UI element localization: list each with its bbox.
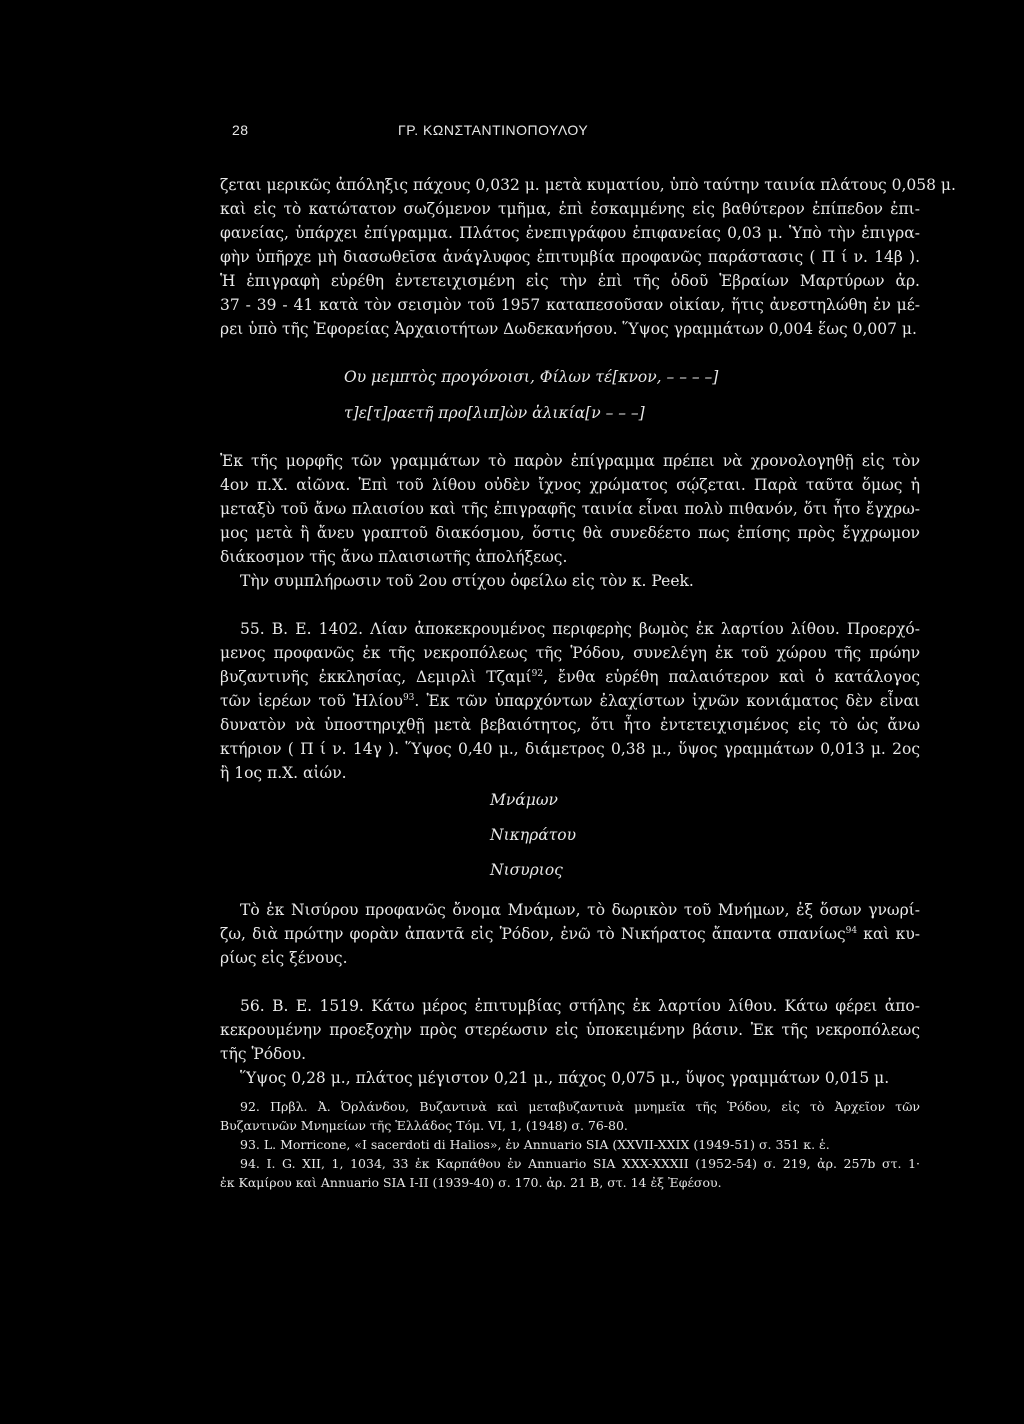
text-fragment: βυζαντινῆς ἐκκλησίας, Δεμιρλὶ Τζαμί <box>220 668 532 686</box>
footnote-line: Βυζαντινῶν Μνημείων τῆς Ἑλλάδος Τόμ. VI, 1, (1948) σ. 76-80. <box>220 1118 628 1133</box>
footnote-ref[interactable]: 93 <box>402 692 415 703</box>
paragraph-3 <box>220 569 920 593</box>
entry-56 <box>220 994 920 1090</box>
text-line: διάκοσμον τῆς ἄνω πλαισιωτῆς ἀπολήξεως. <box>220 548 568 566</box>
text-line <box>220 922 920 946</box>
footnotes <box>220 1097 920 1192</box>
text-line: κεκρουμένην προεξοχὴν πρὸς στερέωσιν εἰς ὑποκειμένην βάσιν. Ἐκ τῆς νεκροπόλεως <box>220 1021 920 1039</box>
text-line <box>220 689 920 713</box>
footnote-ref[interactable]: 92 <box>531 668 544 679</box>
text-line: ἢ 1ος π.Χ. αἰών. <box>220 764 347 782</box>
page-header <box>0 122 1024 142</box>
text-line: μενος προφανῶς ἐκ τῆς νεκροπόλεως τῆς Ῥόδου, συνελέγη ἐκ τοῦ χώρου τῆς πρώην <box>220 644 920 662</box>
text-line: Τὴν συμπλήρωσιν τοῦ 2ου στίχου ὀφείλω εἰς τὸν κ. Peek. <box>240 572 694 590</box>
paragraph-4 <box>220 898 920 970</box>
text-line: ρει ὑπὸ τῆς Ἐφορείας Ἀρχαιοτήτων Δωδεκανήσου. Ὕψος γραμμάτων 0,004 ἕως 0,007 μ. <box>220 320 917 338</box>
footnote-line: 94. I. G. XII, 1, 1034, 33 ἐκ Καρπάθου ἐν Annuario SIA XXX-XXXII (1952-54) σ. 219, ἀρ. 257b στ. 1· <box>240 1156 920 1171</box>
text-line: 37 - 39 - 41 κατὰ τὸν σεισμὸν τοῦ 1957 καταπεσοῦσαν οἰκίαν, ἥτις ἀνεστηλώθη ἐν μέ- <box>220 296 920 314</box>
text-line: Τὸ ἐκ Νισύρου προφανῶς ὄνομα Μνάμων, τὸ δωρικὸν τοῦ Μνήμων, ἐξ ὅσων γνωρί- <box>240 901 920 919</box>
footnote-line: 92. Πρβλ. Ἀ. Ὀρλάνδου, Βυζαντινὰ καὶ μεταβυζαντινὰ μνημεῖα τῆς Ῥόδου, εἰς τὸ Ἀρχεῖον τῶν <box>240 1099 920 1114</box>
text-line <box>220 665 920 689</box>
text-fragment: . Ἐκ τῶν ὑπαρχόντων ἐλαχίστων ἰχνῶν κονιάματος δὲν εἶναι <box>414 692 921 710</box>
inscription-2 <box>490 788 690 882</box>
inscription-line: Ου μεμπτὸς προγόνοισι, Φίλων τέ[κνον, – – – –] <box>344 368 719 386</box>
footnote-line: ἐκ Καμίρου καὶ Annuario SIA I-II (1939-40) σ. 170. ἀρ. 21 B, στ. 14 ἐξ Ἐφέσου. <box>220 1175 722 1190</box>
text-fragment: τῶν ἱερέων τοῦ Ἡλίου <box>220 692 403 710</box>
text-line: κτήριον ( Π ί ν. 14γ ). Ὕψος 0,40 μ., διάμετρος 0,38 μ., ὕψος γραμμάτων 0,013 μ. 2ος <box>220 740 920 758</box>
footnote-ref[interactable]: 94 <box>845 925 858 936</box>
paragraph-1 <box>220 173 956 341</box>
text-line: Ὕψος 0,28 μ., πλάτος μέγιστον 0,21 μ., πάχος 0,075 μ., ὕψος γραμμάτων 0,015 μ. <box>240 1069 890 1087</box>
text-line: τῆς Ῥόδου. <box>220 1045 307 1063</box>
inscription-line: Μνάμων <box>490 791 558 809</box>
entry-55 <box>220 617 920 785</box>
text-line: καὶ εἰς τὸ κατώτατον σωζόμενον τμῆμα, ἐπὶ ἐσκαμμένης εἰς βαθύτερον ἐπίπεδον ἐπι- <box>220 200 920 218</box>
text-line: 56. Β. Ε. 1519. Κάτω μέρος ἐπιτυμβίας στήλης ἐκ λαρτίου λίθου. Κάτω φέρει ἀπο- <box>240 997 920 1015</box>
inscription-1 <box>344 365 764 425</box>
text-line: 4ον π.Χ. αἰῶνα. Ἐπὶ τοῦ λίθου οὐδὲν ἴχνος χρώματος σῴζεται. Παρὰ ταῦτα ὅμως ἡ <box>220 476 920 494</box>
inscription-line: Νικηράτου <box>490 826 576 844</box>
text-line: 55. Β. Ε. 1402. Λίαν ἀποκεκρουμένος περιφερὴς βωμὸς ἐκ λαρτίου λίθου. Προερχό- <box>240 620 920 638</box>
running-title: ΓΡ. ΚΩΝΣΤΑΝΤΙΝΟΠΟΥΛΟΥ <box>398 122 589 138</box>
text-line: φανείας, ὑπάρχει ἐπίγραμμα. Πλάτος ἐνεπιγράφου ἐπιφανείας 0,03 μ. Ὑπὸ τὴν ἐπιγρα- <box>220 224 920 242</box>
text-line: Ἐκ τῆς μορφῆς τῶν γραμμάτων τὸ παρὸν ἐπίγραμμα πρέπει νὰ χρονολογηθῇ εἰς τὸν <box>220 452 920 470</box>
inscription-line: Νισυριος <box>490 861 563 879</box>
text-line: Ἡ ἐπιγραφὴ εὑρέθη ἐντετειχισμένη εἰς τὴν ἐπὶ τῆς ὁδοῦ Ἑβραίων Μαρτύρων ἀρ. <box>220 272 920 290</box>
text-line: ρίως εἰς ξένους. <box>220 949 348 967</box>
text-line: δυνατὸν νὰ ὑποστηριχθῇ μετὰ βεβαιότητος, ὅτι ἦτο ἐντετειχισμένος εἰς τὸ ὡς ἄνω <box>220 716 920 734</box>
paragraph-2 <box>220 449 920 569</box>
page-number: 28 <box>232 122 249 138</box>
text-line: μος μετὰ ἢ ἄνευ γραπτοῦ διακόσμου, ὅστις θὰ συνεδέετο πως ἐπίσης πρὸς ἔγχρωμον <box>220 524 920 542</box>
text-line: φὴν ὑπῆρχε μὴ διασωθεῖσα ἀνάγλυφος ἐπιτυμβία προφανῶς παράστασις ( Π ί ν. 14β ). <box>220 248 920 266</box>
text-line: ζεται μερικῶς ἀπόληξις πάχους 0,032 μ. μετὰ κυματίου, ὑπὸ ταύτην ταινία πλάτους 0,058 μ. <box>220 176 956 194</box>
text-fragment: καὶ κυ- <box>857 925 921 943</box>
footnote-line: 93. L. Morricone, «I sacerdoti di Halios», ἐν Annuario SIA (XXVII-XXIX (1949-51) σ. 351 κ. ἑ. <box>240 1137 830 1152</box>
text-fragment: ζω, διὰ πρώτην φορὰν ἀπαντᾶ εἰς Ῥόδον, ἐνῶ τὸ Νικήρατος ἄπαντα σπανίως <box>220 925 846 943</box>
text-line: μεταξὺ τοῦ ἄνω πλαισίου καὶ τῆς ἐπιγραφῆς ταινία εἶναι πολὺ πιθανόν, ὅτι ἦτο ἔγχρω- <box>220 500 920 518</box>
text-fragment: , ἔνθα εὑρέθη παλαιότερον καὶ ὁ κατάλογος <box>543 668 921 686</box>
inscription-line: τ]ε[τ]ραετῆ προ[λιπ]ὼν ἁλικία[ν – – –] <box>344 404 645 422</box>
